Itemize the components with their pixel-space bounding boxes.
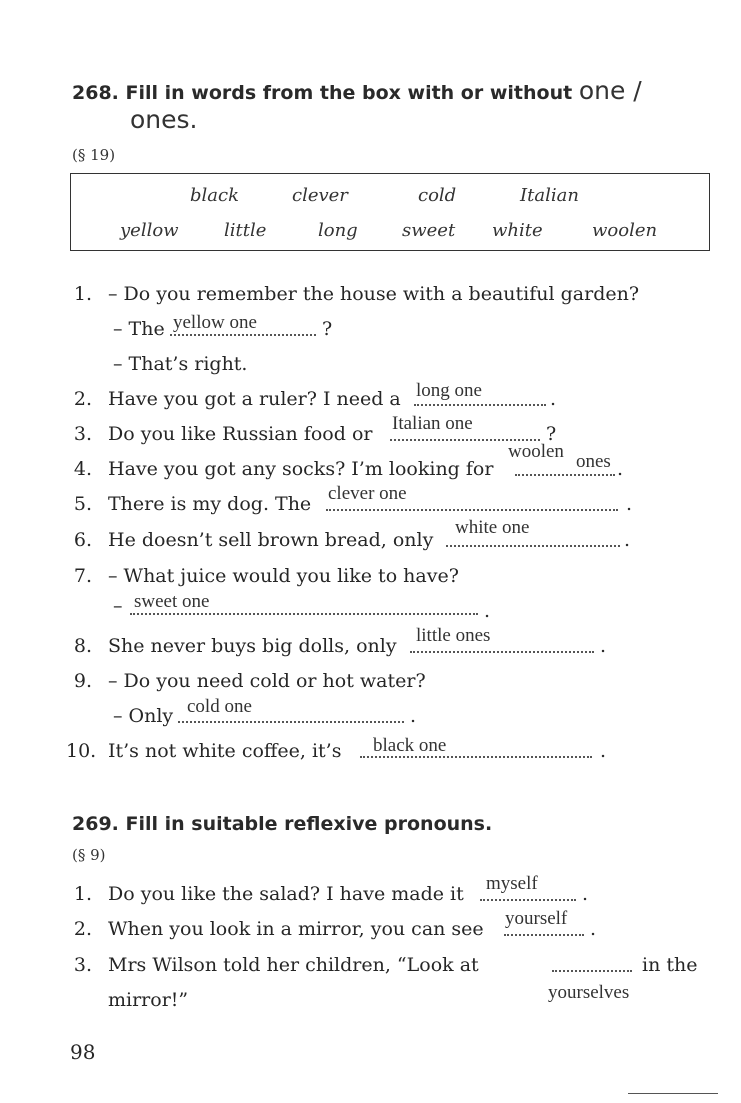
item-suffix: . xyxy=(590,918,597,940)
item-prefix: Have you got any socks? I’m looking for xyxy=(108,458,494,480)
item-prefix: – Only xyxy=(113,705,174,727)
item-number: 5. xyxy=(73,493,92,515)
exercise-268-heading xyxy=(72,76,642,105)
item-suffix: . xyxy=(600,635,607,657)
item-prefix: He doesn’t sell brown bread, only xyxy=(108,529,434,551)
box-word: yellow xyxy=(120,220,179,241)
box-word: little xyxy=(224,220,267,241)
exercise-268-title: 268. Fill in words from the box with or without xyxy=(72,82,573,104)
answer: clever one xyxy=(328,483,407,504)
item-question: – Do you remember the house with a beautiful garden? xyxy=(108,283,640,305)
item-suffix: . xyxy=(617,458,624,480)
item-suffix: . xyxy=(626,493,633,515)
item-suffix: . xyxy=(484,600,491,622)
reference-268: (§ 19) xyxy=(72,146,116,164)
answer-line xyxy=(504,934,584,936)
answer: myself xyxy=(486,873,538,894)
box-word: woolen xyxy=(592,220,658,241)
item-number: 7. xyxy=(73,565,92,587)
answer-line xyxy=(130,613,478,615)
footer-rule xyxy=(628,1093,718,1094)
answer: ones xyxy=(576,451,611,472)
item-suffix: . xyxy=(600,740,607,762)
answer-line xyxy=(515,474,615,476)
item-number: 1. xyxy=(73,883,92,905)
item-prefix: Mrs Wilson told her children, “Look at xyxy=(108,954,479,976)
answer: yourselves xyxy=(548,982,630,1003)
answer: cold one xyxy=(187,696,252,717)
item-number: 9. xyxy=(73,670,92,692)
item-number: 2. xyxy=(73,388,92,410)
box-word: black xyxy=(190,185,239,206)
item-suffix: ? xyxy=(322,318,333,340)
item-prefix: Do you like Russian food or xyxy=(108,423,373,445)
box-word: white xyxy=(492,220,543,241)
answer-line xyxy=(178,721,404,723)
item-number: 3. xyxy=(73,954,92,976)
answer-line xyxy=(446,545,620,547)
exercise-269-heading: 269. Fill in suitable reflexive pronouns. xyxy=(72,813,493,835)
item-number: 6. xyxy=(73,529,92,551)
reference-269: (§ 9) xyxy=(72,846,106,864)
item-prefix: Do you like the salad? I have made it xyxy=(108,883,464,905)
answer: white one xyxy=(455,517,530,538)
answer: black one xyxy=(373,735,447,756)
item-prefix: – xyxy=(113,595,123,617)
item-suffix: . xyxy=(624,529,631,551)
item-prefix: There is my dog. The xyxy=(108,493,312,515)
item-number: 4. xyxy=(73,458,92,480)
answer: sweet one xyxy=(134,591,210,612)
page-number: 98 xyxy=(70,1040,96,1064)
item-suffix: . xyxy=(550,388,557,410)
heading-ones-word: ones. xyxy=(130,105,198,134)
item-suffix: ? xyxy=(546,423,557,445)
item-prefix: – The xyxy=(113,318,165,340)
item-number: 3. xyxy=(73,423,92,445)
box-word: clever xyxy=(292,185,348,206)
item-number: 2. xyxy=(73,918,92,940)
answer-line xyxy=(480,899,576,901)
answer: yourself xyxy=(505,908,568,929)
answer-line xyxy=(170,334,316,336)
item-suffix: . xyxy=(582,883,589,905)
item-suffix: in the xyxy=(642,954,698,976)
item-question: – What juice would you like to have? xyxy=(108,565,459,587)
answer: yellow one xyxy=(173,312,257,333)
box-word: Italian xyxy=(520,185,579,206)
item-number: 8. xyxy=(73,635,92,657)
answer-line xyxy=(552,970,632,972)
item-prefix: She never buys big dolls, only xyxy=(108,635,397,657)
answer-line xyxy=(410,651,594,653)
box-word: long xyxy=(318,220,358,241)
answer: little ones xyxy=(416,625,491,646)
box-word: cold xyxy=(418,185,457,206)
item-number: 1. xyxy=(73,283,92,305)
item-prefix: It’s not white coffee, it’s xyxy=(108,740,342,762)
item-prefix: Have you got a ruler? I need a xyxy=(108,388,401,410)
answer: woolen xyxy=(508,441,564,462)
heading-one-word: one / xyxy=(578,76,642,105)
item-continuation: mirror!” xyxy=(108,989,189,1011)
answer: Italian one xyxy=(392,413,473,434)
item-prefix: When you look in a mirror, you can see xyxy=(108,918,484,940)
item-number: 10. xyxy=(66,740,97,762)
item-question: – Do you need cold or hot water? xyxy=(108,670,426,692)
item-suffix: . xyxy=(410,705,417,727)
item-reply: – That’s right. xyxy=(113,353,248,375)
answer-line xyxy=(414,404,546,406)
answer-line xyxy=(326,509,618,511)
box-word: sweet xyxy=(402,220,456,241)
answer: long one xyxy=(416,380,482,401)
